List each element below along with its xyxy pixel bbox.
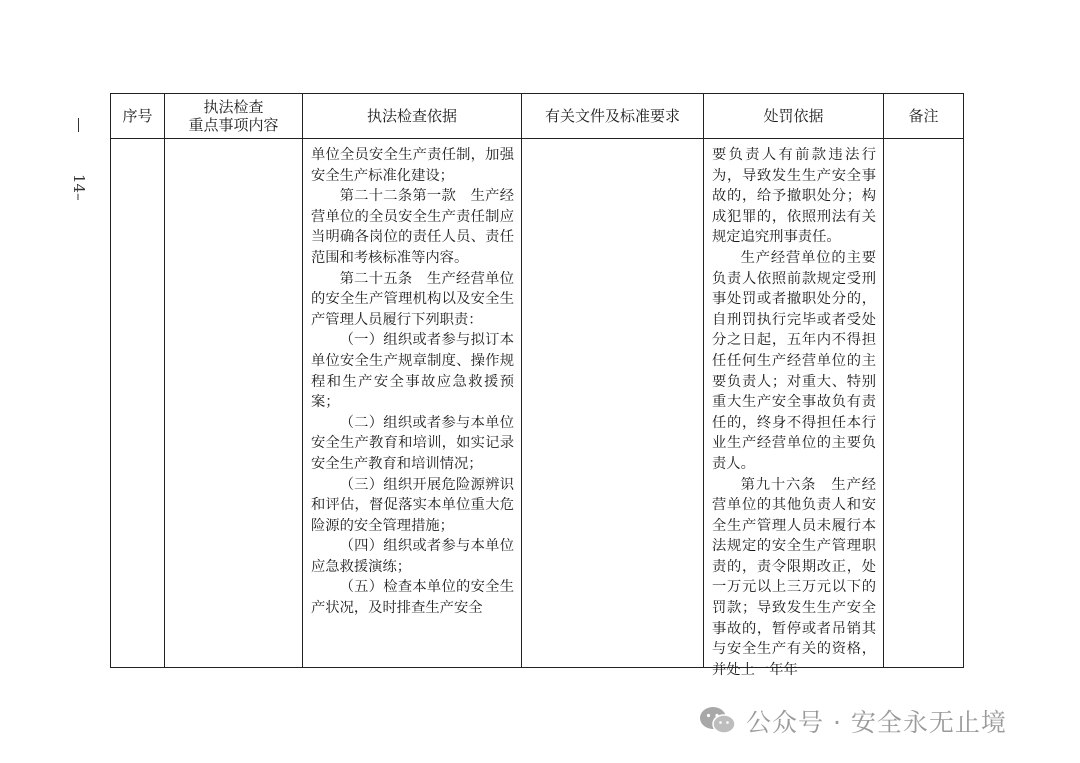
- table-row: [111, 139, 964, 668]
- basis-para: 第二十二条第一款 生产经营单位的全员安全生产责任制应当明确各岗位的责任人员、责任范围和考核标准等内容。: [311, 188, 514, 266]
- watermark-text: 公众号 · 安全永无止境: [746, 708, 1007, 737]
- header-item-line1: 执法检查: [203, 98, 264, 116]
- header-item: [165, 94, 303, 139]
- cell-item: [165, 139, 303, 668]
- enforcement-table: [110, 93, 964, 678]
- header-basis: 执法检查依据: [303, 94, 522, 139]
- page-margin-dash: [78, 118, 79, 132]
- cell-docs: [522, 139, 704, 668]
- table-header-row: [111, 94, 964, 139]
- header-seq: 序号: [111, 94, 165, 139]
- basis-para: （一）组织或者参与拟订本单位安全生产规章制度、操作规程和生产安全事故应急救援预案；: [311, 332, 514, 411]
- penalty-para: 第九十六条 生产经营单位的其他负责人和安全生产管理人员未履行本法规定的安全生产管理职责的，责令限期改正，处一万元以上三万元以下的罚款；导致发生生产安全事故的，暂停或者吊销其与安全生产有关的资格，并处上一年年: [712, 476, 876, 678]
- penalty-para: 要负责人有前款违法行为，导致发生生产安全事故的，给予撤职处分；构成犯罪的，依照刑法有关规定追究刑事责任。: [712, 147, 876, 246]
- cell-basis: [303, 139, 522, 668]
- basis-para: （五）检查本单位的安全生产状况，及时排查生产安全: [311, 579, 514, 617]
- page-number: 14–: [70, 174, 88, 201]
- wechat-icon: [698, 705, 738, 737]
- watermark: [698, 703, 1007, 739]
- header-item-line2: 重点事项内容: [188, 116, 279, 134]
- cell-seq: [111, 139, 165, 668]
- basis-para: 单位全员安全生产责任制，加强安全生产标准化建设；: [311, 147, 514, 184]
- cell-penalty: [704, 139, 884, 678]
- header-penalty: 处罚依据: [704, 94, 884, 139]
- basis-para: （四）组织或者参与本单位应急救援演练；: [311, 538, 514, 575]
- basis-para: 第二十五条 生产经营单位的安全生产管理机构以及安全生产管理人员履行下列职责：: [311, 270, 514, 328]
- header-note: 备注: [884, 94, 964, 139]
- header-docs: 有关文件及标准要求: [522, 94, 704, 139]
- penalty-para: 生产经营单位的主要负责人依照前款规定受刑事处罚或者撤职处分的，自刑罚执行完毕或者受处分之日起，五年内不得担任任何生产经营单位的主要负责人；对重大、特别重大生产安全事故负有责任的，终身不得担任本行业生产经营单位的主要负责人。: [712, 249, 876, 472]
- basis-para: （二）组织或者参与本单位安全生产教育和培训，如实记录安全生产教育和培训情况；: [311, 414, 514, 472]
- basis-para: （三）组织开展危险源辨识和评估，督促落实本单位重大危险源的安全管理措施；: [311, 476, 514, 534]
- cell-note: [884, 139, 964, 668]
